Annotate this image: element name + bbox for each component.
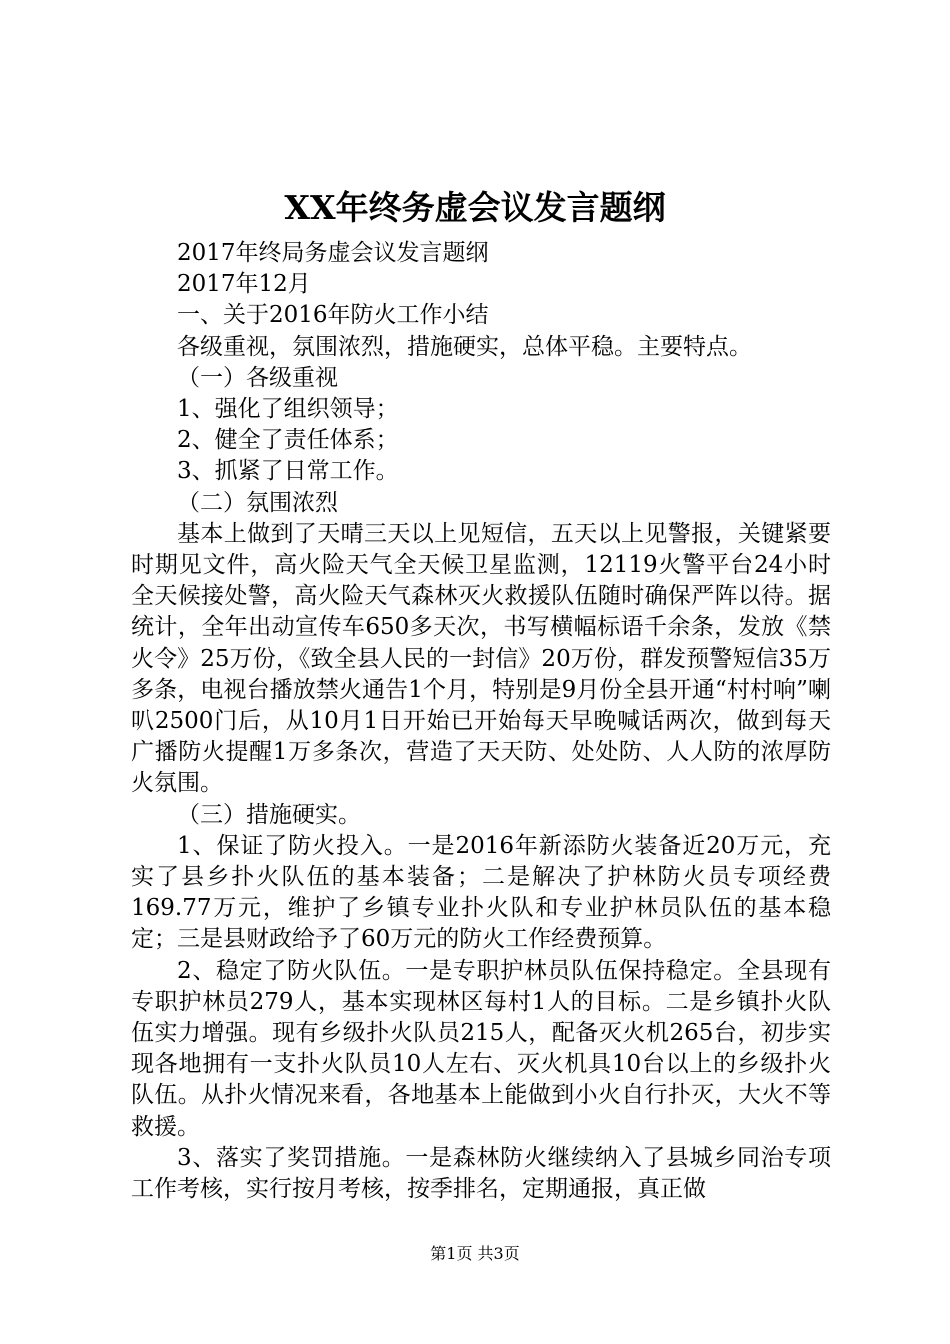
paragraph-measure-2: 2、稳定了防火队伍。一是专职护林员队伍保持稳定。全县现有专职护林员279人，基本实现林区每村1人的目标。二是乡镇扑火队伍实力增强。现有乡级扑火队员215人，配备灭火机265台，初步实现各地拥有一支扑火队员10人左右、灭火机具10台以上的乡级扑火队伍。从扑火情况来看，各地基本上能做到小火自行扑灭，大火不等救援。: [131, 957, 831, 1140]
page-footer: 第1页 共3页: [430, 1244, 520, 1263]
subtitle-line: 2017年终局务虚会议发言题纲: [177, 240, 489, 266]
subheading-3: （三）措施硬实。: [177, 801, 361, 828]
paragraph-measure-1: 1、保证了防火投入。一是2016年新添防火装备近20万元，充实了县乡扑火队伍的基本装备；二是解决了护林防火员专项经费169.77万元，维护了乡镇专业扑火队和专业护林员队伍的基本稳定；三是县财政给予了60万元的防火工作经费预算。: [131, 832, 831, 953]
summary-line: 各级重视，氛围浓烈，措施硬实，总体平稳。主要特点。: [177, 333, 752, 360]
list-item-1: 1、强化了组织领导；: [177, 396, 399, 423]
subheading-2: （二）氛围浓烈: [177, 489, 338, 516]
document-title: XX年终务虚会议发言题纲: [284, 188, 666, 227]
list-item-2: 2、健全了责任体系；: [177, 427, 399, 454]
paragraph-atmosphere: 基本上做到了天晴三天以上见短信，五天以上见警报，关键紧要时期见文件，高火险天气全天候卫星监测，12119火警平台24小时全天候接处警，高火险天气森林灭火救援队伍随时确保严阵以待。据统计，全年出动宣传车650多天次，书写横幅标语千余条，发放《禁火令》25万份，《致全县人民的一封信》20万份，群发预警短信35万多条，电视台播放禁火通告1个月，特别是9月份全县开通“村村响”喇叭2500门后，从10月1日开始已开始每天早晚喊话两次，做到每天广播防火提醒1万多条次，营造了天天防、处处防、人人防的浓厚防火氛围。: [131, 520, 831, 797]
paragraph-measure-3: 3、落实了奖罚措施。一是森林防火继续纳入了县城乡同治专项工作考核，实行按月考核，按季排名，定期通报，真正做: [131, 1144, 831, 1203]
subheading-1: （一）各级重视: [177, 364, 338, 391]
date-line: 2017年12月: [177, 271, 311, 298]
document-body: [131, 238, 831, 1205]
section-heading-1: 一、关于2016年防火工作小结: [177, 302, 489, 329]
list-item-3: 3、抓紧了日常工作。: [177, 458, 399, 485]
